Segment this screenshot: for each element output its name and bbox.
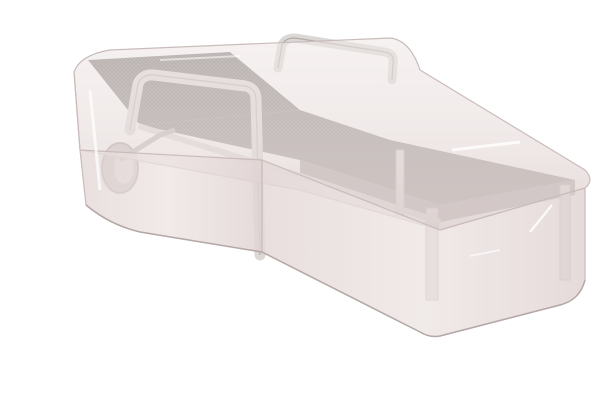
protective-cover <box>74 38 590 337</box>
